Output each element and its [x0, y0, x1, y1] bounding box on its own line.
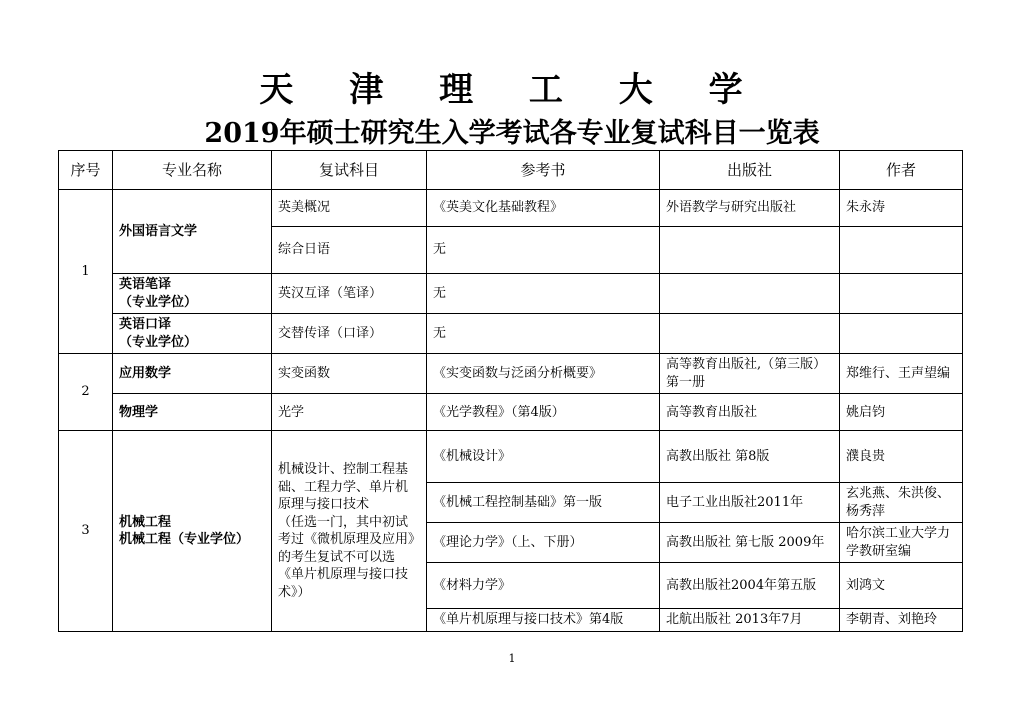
major-name: 英语笔译 （专业学位）: [113, 274, 272, 314]
book-cell: 无: [427, 314, 660, 354]
publisher-cell: 外语教学与研究出版社: [660, 190, 840, 227]
table-row: [59, 354, 963, 394]
subject-cell: 交替传译（口译）: [272, 314, 427, 354]
table-header-row: [59, 151, 963, 190]
header-book: 参考书: [427, 151, 660, 190]
document-title: 2019年硕士研究生入学考试各专业复试科目一览表: [204, 118, 820, 149]
header-major: 专业名称: [113, 151, 272, 190]
subject-cell: 英汉互译（笔译）: [272, 274, 427, 314]
publisher-cell: 高等教育出版社,（第三版）第一册: [660, 354, 840, 394]
publisher-cell: [660, 274, 840, 314]
publisher-cell: [660, 227, 840, 274]
book-cell: 《机械工程控制基础》第一版: [427, 483, 660, 523]
book-cell: 《理论力学》（上、下册）: [427, 523, 660, 563]
author-cell: 李朝青、刘艳玲: [840, 609, 963, 632]
author-cell: 朱永涛: [840, 190, 963, 227]
subject-cell: 英美概况: [272, 190, 427, 227]
header-no: 序号: [59, 151, 113, 190]
subject-cell: 实变函数: [272, 354, 427, 394]
table-row: [59, 394, 963, 431]
book-cell: 《英美文化基础教程》: [427, 190, 660, 227]
header-subject: 复试科目: [272, 151, 427, 190]
book-cell: 《实变函数与泛函分析概要》: [427, 354, 660, 394]
publisher-cell: 高教出版社 第七版 2009年: [660, 523, 840, 563]
author-cell: [840, 227, 963, 274]
book-cell: 无: [427, 227, 660, 274]
major-name: 英语口译 （专业学位）: [113, 314, 272, 354]
author-cell: 郑维行、王声望编: [840, 354, 963, 394]
publisher-cell: 高等教育出版社: [660, 394, 840, 431]
subject-cell: 机械设计、控制工程基础、工程力学、单片机原理与接口技术 （任选一门，其中初试考过《微机原理及应用》的考生复试不可以选《单片机原理与接口技术》）: [272, 431, 427, 632]
book-cell: 无: [427, 274, 660, 314]
author-cell: 刘鸿文: [840, 563, 963, 609]
header-author: 作者: [840, 151, 963, 190]
publisher-cell: 电子工业出版社2011年: [660, 483, 840, 523]
publisher-cell: [660, 314, 840, 354]
book-cell: 《光学教程》（第4版）: [427, 394, 660, 431]
publisher-cell: 北航出版社 2013年7月: [660, 609, 840, 632]
publisher-cell: 高教出版社 第8版: [660, 431, 840, 483]
row-number: 2: [59, 354, 113, 431]
page-number: 1: [508, 652, 516, 665]
publisher-cell: 高教出版社2004年第五版: [660, 563, 840, 609]
author-cell: 玄兆燕、朱洪俊、杨秀萍: [840, 483, 963, 523]
table-row: [59, 314, 963, 354]
row-number: 1: [59, 190, 113, 354]
header-publisher: 出版社: [660, 151, 840, 190]
subjects-table: [58, 150, 963, 632]
major-name: 外国语言文学: [113, 190, 272, 274]
author-cell: [840, 314, 963, 354]
row-number: 3: [59, 431, 113, 632]
table-row: [59, 431, 963, 483]
table-row: [59, 190, 963, 227]
book-cell: 《单片机原理与接口技术》第4版: [427, 609, 660, 632]
book-cell: 《机械设计》: [427, 431, 660, 483]
author-cell: 哈尔滨工业大学力学教研室编: [840, 523, 963, 563]
subject-cell: 综合日语: [272, 227, 427, 274]
major-name: 物理学: [113, 394, 272, 431]
author-cell: 姚启钧: [840, 394, 963, 431]
author-cell: [840, 274, 963, 314]
author-cell: 濮良贵: [840, 431, 963, 483]
university-name: 天 津 理 工 大 学: [259, 70, 765, 110]
major-name: 机械工程 机械工程（专业学位）: [113, 431, 272, 632]
book-cell: 《材料力学》: [427, 563, 660, 609]
subject-cell: 光学: [272, 394, 427, 431]
table-row: [59, 274, 963, 314]
major-name: 应用数学: [113, 354, 272, 394]
